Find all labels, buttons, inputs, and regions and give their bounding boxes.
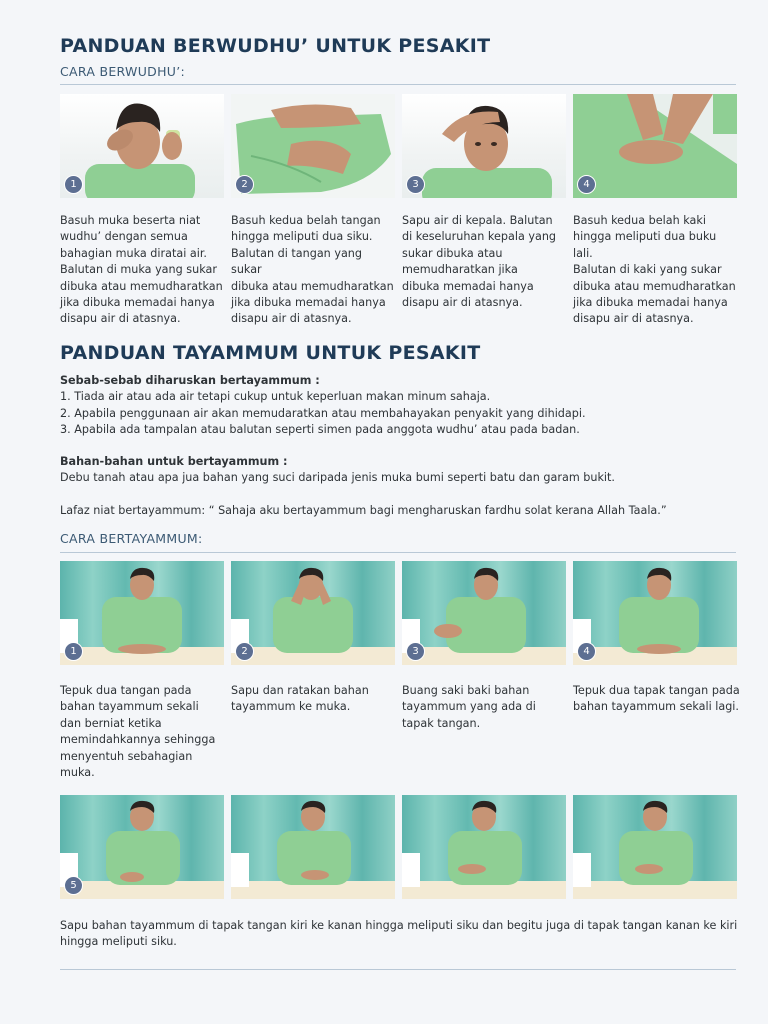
caption-line: tayammum yang ada di: [402, 700, 536, 714]
caption-line: bahagian muka diratai air.: [60, 246, 207, 260]
caption-line: hingga meliputi dua siku.: [231, 230, 373, 244]
caption-line: dibuka atau memudharatkan: [231, 279, 394, 293]
step-number-badge: 4: [577, 642, 596, 661]
caption-line: Tepuk dua tapak tangan pada: [573, 684, 740, 697]
wudhu-step-1-photo: [60, 94, 224, 198]
caption-line: dibuka atau memudharatkan: [60, 279, 223, 293]
step-number-badge: 3: [406, 175, 425, 194]
caption-line: Sapu air di kepala. Balutan: [402, 214, 553, 227]
tayammum-step-5-photo-b: [231, 795, 395, 899]
caption-line: wudhu’ dengan semua: [60, 230, 188, 244]
caption-line: Sapu dan ratakan bahan: [231, 684, 369, 697]
tayammum-step-4-photo: [573, 561, 737, 665]
wudhu-subtitle: CARA BERWUDHU’:: [60, 64, 186, 79]
wudhu-title: PANDUAN BERWUDHU’ UNTUK PESAKIT: [60, 35, 491, 57]
tayammum-step-2-photo: [231, 561, 395, 665]
step-number-badge: 1: [64, 175, 83, 194]
caption-line: Balutan di kaki yang sukar: [573, 263, 722, 277]
step-number-badge: 3: [406, 642, 425, 661]
caption-line: disapu air di atasnya.: [60, 312, 181, 326]
caption-line: muka.: [60, 766, 95, 780]
caption-line: dibuka atau memudharatkan: [573, 279, 736, 293]
divider: [60, 552, 736, 553]
caption-line: tapak tangan.: [402, 716, 481, 730]
caption-line: jika dibuka memadai hanya: [231, 296, 386, 310]
tayammum-step-3-caption: [402, 683, 567, 732]
tayammum-step-1-caption: [60, 683, 225, 781]
materials-heading: Bahan-bahan untuk bertayammum :: [60, 455, 288, 468]
wudhu-step-3-photo: [402, 94, 566, 198]
caption-line: hingga meliputi siku.: [60, 935, 177, 949]
caption-line: Tepuk dua tangan pada: [60, 684, 192, 697]
caption-line: memindahkannya sehingga: [60, 733, 216, 747]
reason-item: 1. Tiada air atau ada air tetapi cukup untuk keperluan makan minum sahaja.: [60, 390, 491, 403]
caption-line: Basuh muka beserta niat: [60, 214, 201, 227]
tayammum-step-5-caption: [60, 918, 740, 951]
reason-item: 3. Apabila ada tampalan atau balutan seperti simen pada anggota wudhu’ atau pada badan.: [60, 423, 580, 436]
caption-line: hingga meliputi dua buku lali.: [573, 230, 717, 260]
caption-line: dan berniat ketika: [60, 716, 162, 730]
caption-line: sukar dibuka atau: [402, 246, 503, 260]
reasons-list: [60, 389, 586, 439]
tayammum-step-3-photo: [402, 561, 566, 665]
tayammum-step-4-caption: [573, 683, 743, 716]
step-number-badge: 5: [64, 876, 83, 895]
caption-line: Buang saki baki bahan: [402, 684, 530, 697]
tayammum-step-2-caption: [231, 683, 396, 716]
reasons-heading: Sebab-sebab diharuskan bertayammum :: [60, 374, 320, 387]
tayammum-step-5-photo-d: [573, 795, 737, 899]
caption-line: disapu air di atasnya.: [231, 312, 352, 326]
wudhu-step-3-caption: [402, 213, 567, 311]
wudhu-step-2-caption: [231, 213, 396, 328]
caption-line: disapu air di atasnya.: [573, 312, 694, 326]
caption-line: Sapu bahan tayammum di tapak tangan kiri ke kanan hingga meliputi siku dan begitu juga di tapak tangan kanan ke kiri: [60, 919, 738, 932]
caption-line: jika dibuka memadai hanya: [573, 296, 728, 310]
wudhu-step-1-caption: [60, 213, 225, 328]
caption-line: tayammum ke muka.: [231, 700, 351, 714]
step-number-badge: 4: [577, 175, 596, 194]
step-number-badge: 2: [235, 642, 254, 661]
caption-line: Balutan di tangan yang sukar: [231, 246, 362, 277]
tayammum-step-5-photo-a: [60, 795, 224, 899]
wudhu-step-2-photo: [231, 94, 395, 198]
caption-line: Basuh kedua belah kaki: [573, 214, 706, 227]
caption-line: disapu air di atasnya.: [402, 296, 523, 310]
wudhu-step-4-photo: [573, 94, 737, 198]
caption-line: memudharatkan jika: [402, 263, 518, 277]
step-number-badge: 2: [235, 175, 254, 194]
reason-item: 2. Apabila penggunaan air akan memudaratkan atau membahayakan penyakit yang dihidapi.: [60, 406, 586, 420]
caption-line: bahan tayammum sekali lagi.: [573, 700, 739, 714]
caption-line: di keseluruhan kepala yang: [402, 230, 557, 244]
caption-line: Balutan di muka yang sukar: [60, 263, 217, 277]
caption-line: bahan tayammum sekali: [60, 700, 199, 714]
wudhu-step-4-caption: [573, 213, 738, 328]
step-number-badge: 1: [64, 642, 83, 661]
caption-line: Basuh kedua belah tangan: [231, 214, 381, 227]
niat-text: Lafaz niat bertayammum: “ Sahaja aku bertayammum bagi mengharuskan fardhu solat kerana Allah Taala.”: [60, 504, 667, 517]
caption-line: menyentuh sebahagian: [60, 749, 193, 763]
caption-line: dibuka memadai hanya: [402, 279, 534, 293]
tayammum-method-heading: CARA BERTAYAMMUM:: [60, 531, 203, 546]
caption-line: jika dibuka memadai hanya: [60, 296, 215, 310]
divider: [60, 84, 736, 85]
materials-text: Debu tanah atau apa jua bahan yang suci daripada jenis muka bumi seperti batu dan garam bukit.: [60, 471, 615, 484]
tayammum-step-5-photo-c: [402, 795, 566, 899]
tayammum-title: PANDUAN TAYAMMUM UNTUK PESAKIT: [60, 342, 481, 364]
divider: [60, 969, 736, 970]
tayammum-step-1-photo: [60, 561, 224, 665]
